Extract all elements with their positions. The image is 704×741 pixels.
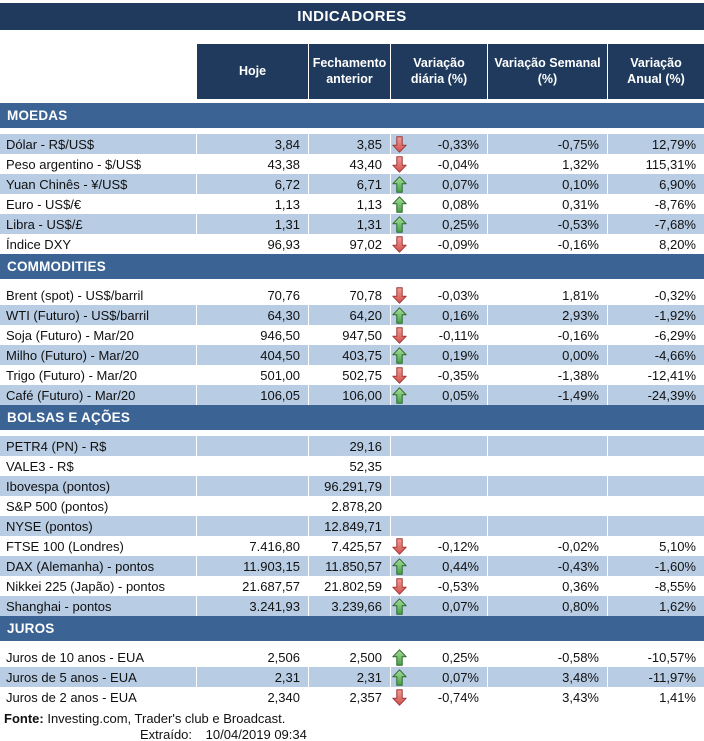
up-arrow-icon xyxy=(392,214,407,234)
cell-daily-variation xyxy=(390,214,487,234)
cell-previous-close: 106,00 xyxy=(308,385,390,405)
cell-previous-close: 21.802,59 xyxy=(308,576,390,596)
cell-today: 7.416,80 xyxy=(196,536,308,556)
row-label: Café (Futuro) - Mar/20 xyxy=(6,387,136,403)
row-label: PETR4 (PN) - R$ xyxy=(6,438,107,454)
cell-annual-variation xyxy=(607,516,704,536)
cell-annual-variation: 1,41% xyxy=(607,687,704,707)
up-arrow-icon xyxy=(392,194,407,214)
table-row xyxy=(0,456,704,476)
row-label: DAX (Alemanha) - pontos xyxy=(6,558,155,574)
cell-weekly-variation: -0,16% xyxy=(487,325,607,345)
cell-previous-close: 2,357 xyxy=(308,687,390,707)
cell-annual-variation: -8,76% xyxy=(607,194,704,214)
daily-variation-value: 0,07% xyxy=(442,669,479,685)
row-label: Juros de 2 anos - EUA xyxy=(6,689,137,705)
cell-weekly-variation: 0,36% xyxy=(487,576,607,596)
table-row xyxy=(0,576,704,596)
cell-today: 946,50 xyxy=(196,325,308,345)
cell-previous-close: 11.850,57 xyxy=(308,556,390,576)
table-row xyxy=(0,516,704,536)
up-arrow-icon xyxy=(392,596,407,616)
cell-previous-close: 3.239,66 xyxy=(308,596,390,616)
cell-today: 2,506 xyxy=(196,647,308,667)
up-arrow-icon xyxy=(392,305,407,325)
cell-previous-close: 43,40 xyxy=(308,154,390,174)
cell-daily-variation xyxy=(390,436,487,456)
extracted-label: Extraído: xyxy=(140,727,193,741)
cell-weekly-variation xyxy=(487,456,607,476)
row-label: NYSE (pontos) xyxy=(6,518,93,534)
cell-today xyxy=(196,516,308,536)
cell-daily-variation xyxy=(390,154,487,174)
cell-daily-variation xyxy=(390,345,487,365)
cell-daily-variation xyxy=(390,667,487,687)
down-arrow-icon xyxy=(392,234,407,254)
cell-previous-close: 3,85 xyxy=(308,134,390,154)
cell-weekly-variation: -0,16% xyxy=(487,234,607,254)
table-row xyxy=(0,134,704,154)
daily-variation-value: 0,19% xyxy=(442,347,479,363)
table-row xyxy=(0,647,704,667)
cell-weekly-variation: 1,81% xyxy=(487,285,607,305)
cell-daily-variation xyxy=(390,687,487,707)
section-header-commodities: COMMODITIES xyxy=(0,254,704,279)
cell-annual-variation: 5,10% xyxy=(607,536,704,556)
cell-today: 21.687,57 xyxy=(196,576,308,596)
cell-previous-close: 7.425,57 xyxy=(308,536,390,556)
cell-annual-variation xyxy=(607,456,704,476)
cell-today: 2,340 xyxy=(196,687,308,707)
column-header-variacao-diaria: Variação diária (%) xyxy=(390,44,487,99)
cell-annual-variation: -4,66% xyxy=(607,345,704,365)
source-text: Investing.com, Trader's club e Broadcast. xyxy=(47,711,286,726)
cell-weekly-variation: 0,31% xyxy=(487,194,607,214)
cell-previous-close: 1,13 xyxy=(308,194,390,214)
cell-today: 43,38 xyxy=(196,154,308,174)
cell-today xyxy=(196,476,308,496)
row-label: Brent (spot) - US$/barril xyxy=(6,287,144,303)
row-label: Yuan Chinês - ¥/US$ xyxy=(6,176,128,192)
daily-variation-value: 0,16% xyxy=(442,307,479,323)
cell-daily-variation xyxy=(390,536,487,556)
cell-today: 501,00 xyxy=(196,365,308,385)
section-header-juros: JUROS xyxy=(0,616,704,641)
cell-today: 404,50 xyxy=(196,345,308,365)
row-label: Juros de 10 anos - EUA xyxy=(6,649,145,665)
cell-weekly-variation xyxy=(487,476,607,496)
daily-variation-value: 0,25% xyxy=(442,216,479,232)
section-header-moedas: MOEDAS xyxy=(0,103,704,128)
table-row xyxy=(0,305,704,325)
cell-previous-close: 29,16 xyxy=(308,436,390,456)
row-label: S&P 500 (pontos) xyxy=(6,498,109,514)
cell-daily-variation xyxy=(390,476,487,496)
cell-today: 2,31 xyxy=(196,667,308,687)
row-label: Juros de 5 anos - EUA xyxy=(6,669,137,685)
cell-today xyxy=(196,496,308,516)
daily-variation-value: -0,03% xyxy=(437,287,479,303)
column-header-fechamento: Fechamento anterior xyxy=(308,44,390,99)
cell-weekly-variation: -0,43% xyxy=(487,556,607,576)
cell-today: 3,84 xyxy=(196,134,308,154)
cell-today: 106,05 xyxy=(196,385,308,405)
cell-daily-variation xyxy=(390,194,487,214)
cell-daily-variation xyxy=(390,385,487,405)
cell-previous-close: 12.849,71 xyxy=(308,516,390,536)
cell-today: 64,30 xyxy=(196,305,308,325)
table-row xyxy=(0,436,704,456)
table-row xyxy=(0,174,704,194)
cell-daily-variation xyxy=(390,305,487,325)
cell-today: 6,72 xyxy=(196,174,308,194)
daily-variation-value: -0,53% xyxy=(437,578,479,594)
cell-annual-variation: 8,20% xyxy=(607,234,704,254)
table-row xyxy=(0,214,704,234)
table-row xyxy=(0,194,704,214)
cell-today: 1,13 xyxy=(196,194,308,214)
row-label: Trigo (Futuro) - Mar/20 xyxy=(6,367,137,383)
cell-weekly-variation: 3,48% xyxy=(487,667,607,687)
row-label: Índice DXY xyxy=(6,236,72,252)
cell-weekly-variation: 2,93% xyxy=(487,305,607,325)
cell-daily-variation xyxy=(390,174,487,194)
cell-annual-variation: -12,41% xyxy=(607,365,704,385)
cell-daily-variation xyxy=(390,325,487,345)
down-arrow-icon xyxy=(392,325,407,345)
cell-daily-variation xyxy=(390,285,487,305)
down-arrow-icon xyxy=(392,576,407,596)
row-label: Milho (Futuro) - Mar/20 xyxy=(6,347,139,363)
cell-previous-close: 1,31 xyxy=(308,214,390,234)
cell-annual-variation xyxy=(607,436,704,456)
cell-annual-variation: -6,29% xyxy=(607,325,704,345)
up-arrow-icon xyxy=(392,647,407,667)
cell-weekly-variation: -0,02% xyxy=(487,536,607,556)
row-label: FTSE 100 (Londres) xyxy=(6,538,124,554)
down-arrow-icon xyxy=(392,154,407,174)
cell-previous-close: 403,75 xyxy=(308,345,390,365)
row-label: Soja (Futuro) - Mar/20 xyxy=(6,327,134,343)
cell-previous-close: 52,35 xyxy=(308,456,390,476)
daily-variation-value: 0,08% xyxy=(442,196,479,212)
cell-today: 3.241,93 xyxy=(196,596,308,616)
table-row xyxy=(0,325,704,345)
cell-previous-close: 64,20 xyxy=(308,305,390,325)
cell-today: 1,31 xyxy=(196,214,308,234)
row-label: VALE3 - R$ xyxy=(6,458,74,474)
table-row xyxy=(0,476,704,496)
cell-weekly-variation: 0,10% xyxy=(487,174,607,194)
table-row xyxy=(0,536,704,556)
source-line xyxy=(0,711,704,726)
down-arrow-icon xyxy=(392,687,407,707)
up-arrow-icon xyxy=(392,385,407,405)
cell-weekly-variation: -0,75% xyxy=(487,134,607,154)
daily-variation-value: 0,07% xyxy=(442,176,479,192)
cell-annual-variation: 6,90% xyxy=(607,174,704,194)
cell-weekly-variation xyxy=(487,436,607,456)
row-label: WTI (Futuro) - US$/barril xyxy=(6,307,150,323)
table-row xyxy=(0,385,704,405)
cell-previous-close: 70,78 xyxy=(308,285,390,305)
table-row xyxy=(0,667,704,687)
cell-weekly-variation: 0,00% xyxy=(487,345,607,365)
header-spacer xyxy=(0,44,196,99)
cell-annual-variation: -24,39% xyxy=(607,385,704,405)
cell-daily-variation xyxy=(390,365,487,385)
cell-annual-variation: -8,55% xyxy=(607,576,704,596)
down-arrow-icon xyxy=(392,365,407,385)
cell-annual-variation: -0,32% xyxy=(607,285,704,305)
table-row xyxy=(0,556,704,576)
cell-previous-close: 2,500 xyxy=(308,647,390,667)
cell-annual-variation xyxy=(607,476,704,496)
daily-variation-value: 0,25% xyxy=(442,649,479,665)
cell-annual-variation: 1,62% xyxy=(607,596,704,616)
cell-previous-close: 2,31 xyxy=(308,667,390,687)
row-label: Peso argentino - $/US$ xyxy=(6,156,142,172)
cell-weekly-variation: -1,49% xyxy=(487,385,607,405)
cell-previous-close: 96.291,79 xyxy=(308,476,390,496)
row-label: Shanghai - pontos xyxy=(6,598,112,614)
cell-annual-variation: 12,79% xyxy=(607,134,704,154)
up-arrow-icon xyxy=(392,556,407,576)
cell-daily-variation xyxy=(390,596,487,616)
row-label: Ibovespa (pontos) xyxy=(6,478,111,494)
cell-today: 11.903,15 xyxy=(196,556,308,576)
indicators-table xyxy=(0,103,704,707)
cell-weekly-variation xyxy=(487,496,607,516)
cell-daily-variation xyxy=(390,576,487,596)
daily-variation-value: -0,04% xyxy=(437,156,479,172)
table-row xyxy=(0,285,704,305)
source-label: Fonte: xyxy=(4,711,44,726)
row-label: Dólar - R$/US$ xyxy=(6,136,95,152)
cell-annual-variation xyxy=(607,496,704,516)
cell-weekly-variation: 3,43% xyxy=(487,687,607,707)
daily-variation-value: -0,74% xyxy=(437,689,479,705)
column-header-hoje: Hoje xyxy=(196,44,308,99)
up-arrow-icon xyxy=(392,174,407,194)
cell-daily-variation xyxy=(390,456,487,476)
table-row xyxy=(0,345,704,365)
table-row xyxy=(0,234,704,254)
cell-weekly-variation: -0,58% xyxy=(487,647,607,667)
daily-variation-value: -0,12% xyxy=(437,538,479,554)
cell-daily-variation xyxy=(390,134,487,154)
cell-today xyxy=(196,456,308,476)
cell-weekly-variation: -1,38% xyxy=(487,365,607,385)
extracted-line xyxy=(0,727,704,741)
table-row xyxy=(0,596,704,616)
down-arrow-icon xyxy=(392,536,407,556)
down-arrow-icon xyxy=(392,285,407,305)
cell-previous-close: 2.878,20 xyxy=(308,496,390,516)
daily-variation-value: -0,09% xyxy=(437,236,479,252)
cell-annual-variation: 115,31% xyxy=(607,154,704,174)
column-header-row xyxy=(0,44,704,99)
cell-annual-variation: -10,57% xyxy=(607,647,704,667)
column-header-variacao-semanal: Variação Semanal (%) xyxy=(487,44,607,99)
cell-daily-variation xyxy=(390,516,487,536)
column-header-variacao-anual: Variação Anual (%) xyxy=(607,44,704,99)
extracted-timestamp: 10/04/2019 09:34 xyxy=(205,727,307,741)
cell-today xyxy=(196,436,308,456)
cell-daily-variation xyxy=(390,496,487,516)
up-arrow-icon xyxy=(392,345,407,365)
cell-today: 70,76 xyxy=(196,285,308,305)
cell-previous-close: 947,50 xyxy=(308,325,390,345)
cell-weekly-variation xyxy=(487,516,607,536)
daily-variation-value: -0,33% xyxy=(437,136,479,152)
cell-previous-close: 6,71 xyxy=(308,174,390,194)
table-row xyxy=(0,496,704,516)
cell-annual-variation: -1,60% xyxy=(607,556,704,576)
cell-annual-variation: -7,68% xyxy=(607,214,704,234)
down-arrow-icon xyxy=(392,134,407,154)
table-row xyxy=(0,365,704,385)
row-label: Nikkei 225 (Japão) - pontos xyxy=(6,578,165,594)
cell-today: 96,93 xyxy=(196,234,308,254)
section-header-bolsas-e-acoes: BOLSAS E AÇÕES xyxy=(0,405,704,430)
daily-variation-value: 0,05% xyxy=(442,387,479,403)
cell-annual-variation: -1,92% xyxy=(607,305,704,325)
daily-variation-value: 0,07% xyxy=(442,598,479,614)
up-arrow-icon xyxy=(392,667,407,687)
cell-weekly-variation: 1,32% xyxy=(487,154,607,174)
table-row xyxy=(0,687,704,707)
cell-daily-variation xyxy=(390,556,487,576)
row-label: Libra - US$/£ xyxy=(6,216,83,232)
cell-weekly-variation: -0,53% xyxy=(487,214,607,234)
cell-daily-variation xyxy=(390,647,487,667)
daily-variation-value: 0,44% xyxy=(442,558,479,574)
cell-previous-close: 502,75 xyxy=(308,365,390,385)
cell-annual-variation: -11,97% xyxy=(607,667,704,687)
row-label: Euro - US$/€ xyxy=(6,196,82,212)
page-title: INDICADORES xyxy=(0,3,704,30)
cell-previous-close: 97,02 xyxy=(308,234,390,254)
table-row xyxy=(0,154,704,174)
daily-variation-value: -0,35% xyxy=(437,367,479,383)
daily-variation-value: -0,11% xyxy=(438,327,479,343)
cell-daily-variation xyxy=(390,234,487,254)
cell-weekly-variation: 0,80% xyxy=(487,596,607,616)
